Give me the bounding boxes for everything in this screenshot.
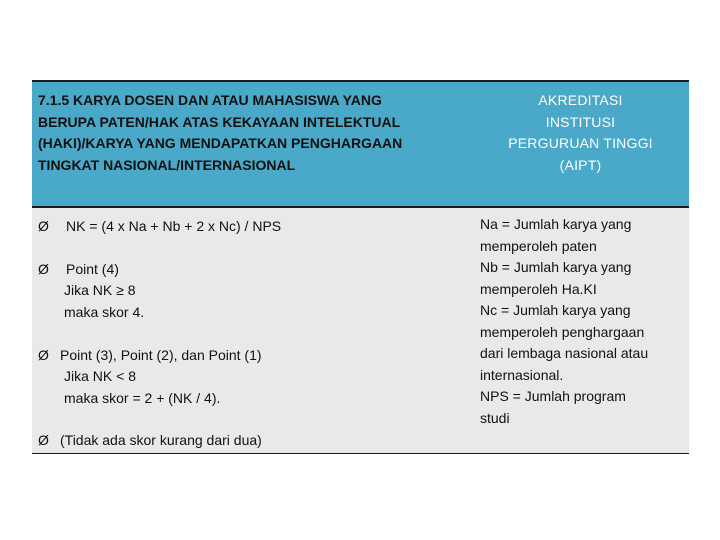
arrow-bullet-icon: Ø [38, 432, 49, 448]
point4-condition: Jika NK ≥ 8 [64, 282, 136, 298]
accreditation-label-line: AKREDITASI [538, 92, 623, 108]
criterion-title-line: TINGKAT NASIONAL/INTERNASIONAL [38, 156, 296, 173]
definition-line: NPS = Jumlah program [480, 388, 626, 404]
point4-label: Point (4) [66, 261, 119, 277]
point4-result: maka skor 4. [64, 304, 145, 320]
definition-line: studi [480, 409, 510, 426]
definition-line: internasional. [480, 366, 564, 383]
formula-text: NK = (4 x Na + Nb + 2 x Nc) / NPS [66, 218, 282, 234]
definition-line: Nc = Jumlah karya yang [480, 302, 631, 318]
criterion-title-line: BERUPA PATEN/HAK ATAS KEKAYAAN INTELEKTUAL [38, 113, 401, 130]
accreditation-label-line: PERGURUAN TINGGI [508, 135, 653, 151]
accreditation-label-line: (AIPT) [559, 156, 602, 173]
point321-label: Point (3), Point (2), dan Point (1) [60, 347, 262, 363]
definition-line: dari lembaga nasional atau [480, 345, 649, 361]
point321-condition: Jika NK < 8 [64, 368, 136, 384]
definition-line: Na = Jumlah karya yang [480, 216, 632, 232]
definition-line: memperoleh penghargaan [480, 323, 645, 340]
criteria-table [32, 80, 689, 454]
table-header-row [32, 82, 689, 208]
definition-line: Nb = Jumlah karya yang [480, 259, 632, 275]
note-text: (Tidak ada skor kurang dari dua) [60, 432, 262, 448]
header-right-cell [472, 82, 689, 206]
accreditation-label [472, 90, 689, 176]
criterion-title [38, 90, 463, 176]
criterion-title-line: (HAKI)/KARYA YANG MENDAPATKAN PENGHARGAAN [38, 135, 403, 151]
definition-line: memperoleh paten [480, 237, 597, 254]
arrow-bullet-icon: Ø [38, 218, 49, 234]
table-body-row [32, 208, 689, 453]
arrow-bullet-icon: Ø [38, 261, 49, 277]
criterion-title-line: 7.1.5 KARYA DOSEN DAN ATAU MAHASISWA YANG [38, 92, 382, 108]
accreditation-label-line: INSTITUSI [545, 113, 616, 130]
definitions-cell [472, 208, 689, 453]
definition-line: memperoleh Ha.KI [480, 280, 597, 297]
scoring-cell [32, 208, 472, 453]
definitions-list [480, 214, 685, 429]
header-left-cell [32, 82, 472, 206]
point321-result: maka skor = 2 + (NK / 4). [64, 390, 221, 406]
arrow-bullet-icon: Ø [38, 347, 49, 363]
